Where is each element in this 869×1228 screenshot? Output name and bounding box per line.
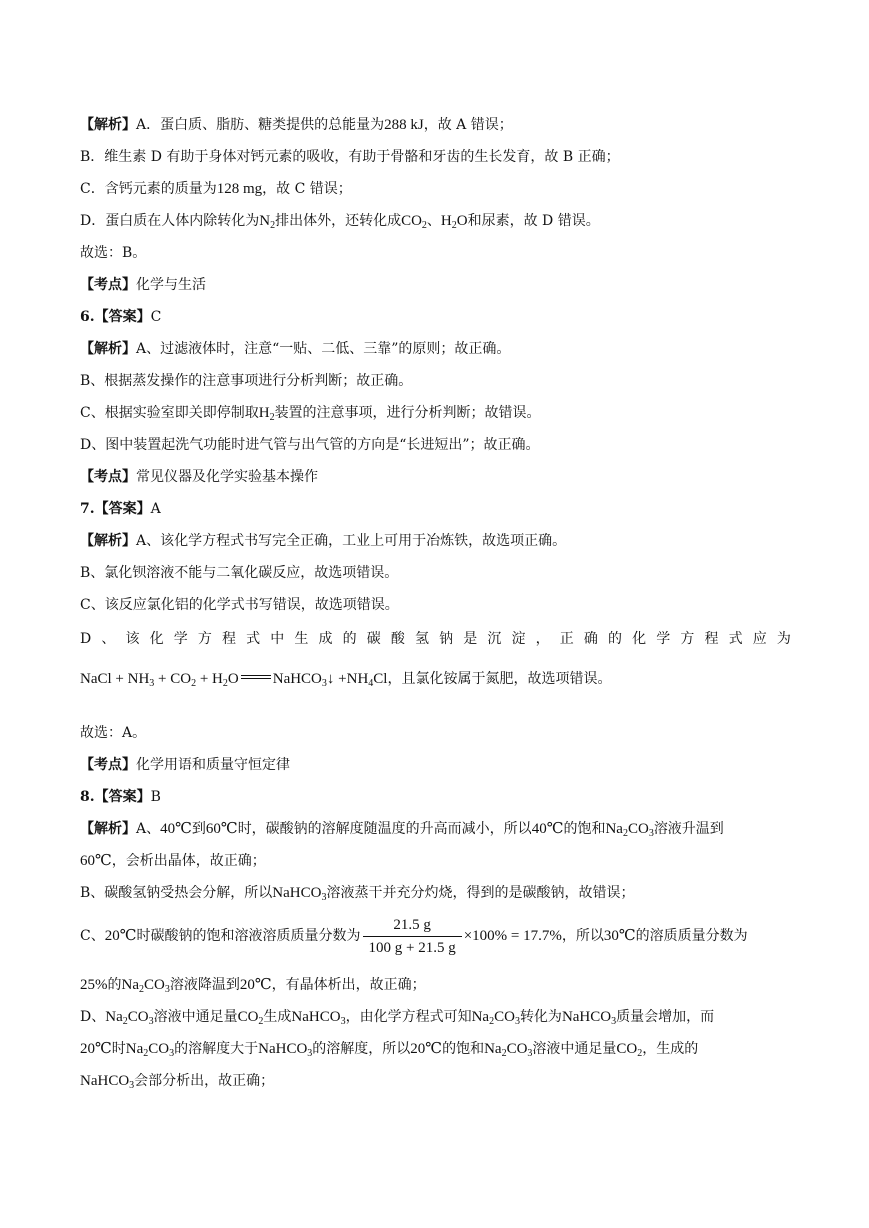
formula-part: H xyxy=(440,213,452,229)
analysis-label: 【解析】 xyxy=(80,341,136,357)
subscript: 2 xyxy=(143,1048,149,1059)
answer-line xyxy=(80,306,791,328)
subscript: 2 xyxy=(191,678,197,689)
text-line xyxy=(80,178,791,200)
formula xyxy=(616,1041,642,1057)
subscript: 3 xyxy=(340,1016,346,1027)
formula xyxy=(605,821,653,837)
text: 时 xyxy=(111,1041,126,1057)
formula xyxy=(272,885,326,901)
formula xyxy=(291,1009,345,1025)
formula: 288 kJ xyxy=(384,117,424,133)
char: 生 xyxy=(294,631,309,647)
char: 化 xyxy=(632,631,647,647)
formula xyxy=(259,213,275,229)
formula xyxy=(80,1073,134,1089)
text: ，故 C 错误； xyxy=(262,181,352,197)
formula-part: NaHCO xyxy=(80,1073,130,1089)
text: 生成 xyxy=(263,1009,292,1025)
analysis-line xyxy=(80,818,791,840)
formula-part: ↓ +NH xyxy=(326,671,369,687)
formula: 30℃ xyxy=(603,928,636,944)
formula: 40℃ xyxy=(160,821,192,837)
char: 学 xyxy=(656,631,671,647)
formula: 20℃ xyxy=(239,977,272,993)
char: 化 xyxy=(149,631,164,647)
text: 装置的注意事项，进行分析判断；故错误。 xyxy=(274,405,541,421)
topic-text: 化学与生活 xyxy=(136,277,206,293)
fraction-denominator: 100 g + 21.5 g xyxy=(368,939,456,956)
formula-part: O xyxy=(456,213,468,229)
answer-line xyxy=(80,786,791,808)
answer-label: 8.【答案】 xyxy=(80,789,151,805)
formula-part: NaHCO xyxy=(291,1009,341,1025)
char: 淀 xyxy=(511,631,526,647)
formula-part: Na xyxy=(471,1009,490,1025)
formula-part: NaHCO xyxy=(258,1041,308,1057)
text: 的饱和 xyxy=(442,1041,485,1057)
formula xyxy=(484,1041,532,1057)
answer-value: A xyxy=(150,501,161,517)
text: 溶液中通足量 xyxy=(153,1009,238,1025)
text: 溶液蒸干并充分灼烧，得到的是碳酸钠，故错误； xyxy=(326,885,635,901)
text: A、 xyxy=(136,821,161,837)
text-line xyxy=(80,1070,791,1092)
formula-part: N xyxy=(259,213,271,229)
formula xyxy=(258,1041,312,1057)
formula: 20℃ xyxy=(80,1041,112,1057)
answer-value: C xyxy=(150,309,162,325)
formula xyxy=(105,1009,153,1025)
text: ，故 A 错误； xyxy=(423,117,513,133)
subscript: 2 xyxy=(489,1016,495,1027)
formula: 25% xyxy=(80,977,108,993)
text: ，由化学方程式可知 xyxy=(345,1009,472,1025)
subscript: 2 xyxy=(139,984,144,995)
char: 式 xyxy=(728,631,743,647)
formula xyxy=(126,1041,174,1057)
text-line xyxy=(80,974,791,996)
text: D、 xyxy=(80,1009,106,1025)
formula-part: CO xyxy=(127,1009,149,1025)
formula-part: NaHCO xyxy=(561,1009,612,1025)
text: 溶液升温到 xyxy=(653,821,724,837)
subscript: 2 xyxy=(421,220,427,231)
analysis-line xyxy=(80,114,791,136)
topic-line xyxy=(80,466,791,488)
subscript: 2 xyxy=(451,220,457,231)
formula: ×100% = 17.7% xyxy=(463,928,562,944)
subscript: 3 xyxy=(164,984,170,995)
formula-part: CO xyxy=(148,1041,170,1057)
subscript: 3 xyxy=(148,1016,154,1027)
text-line: C、该反应氯化铝的化学式书写错误，故选项错误。 xyxy=(80,597,399,613)
answer-label: 6.【答案】 xyxy=(80,309,151,325)
char: 碳 xyxy=(366,631,381,647)
formula xyxy=(122,977,170,993)
char: 、 xyxy=(101,631,116,647)
subscript: 2 xyxy=(501,1048,507,1059)
justified-text-line xyxy=(80,628,791,650)
text-line xyxy=(80,1006,791,1028)
formula xyxy=(441,213,468,229)
analysis-label: 【解析】 xyxy=(80,821,136,837)
text: C、 xyxy=(80,928,105,944)
text: C、根据实验室即关即停制取 xyxy=(80,405,259,421)
char: 方 xyxy=(197,631,212,647)
text: A．蛋白质、脂肪、糖类提供的总能量为 xyxy=(136,117,385,133)
text: 会部分析出，故正确； xyxy=(134,1073,275,1089)
char: 程 xyxy=(221,631,236,647)
text-line: B、氯化钡溶液不能与二氧化碳反应，故选项错误。 xyxy=(80,565,399,581)
equals-sign xyxy=(241,675,271,679)
text: A、该化学方程式书写完全正确，工业上可用于冶炼铁，故选项正确。 xyxy=(136,533,567,549)
char: 该 xyxy=(125,631,140,647)
analysis-line xyxy=(80,338,791,360)
topic-label: 【考点】 xyxy=(80,469,136,485)
formula xyxy=(238,1009,264,1025)
char: 的 xyxy=(607,631,622,647)
formula: 60℃ xyxy=(205,821,238,837)
char: 的 xyxy=(342,631,357,647)
formula-part: NaCl + NH xyxy=(80,671,150,687)
char: 式 xyxy=(246,631,261,647)
char: ， xyxy=(535,631,550,647)
topic-text: 常见仪器及化学实验基本操作 xyxy=(136,469,318,485)
text: D．蛋白质在人体内除转化为 xyxy=(80,213,260,229)
formula-part: CO xyxy=(627,821,649,837)
text: 和尿素，故 D 错误。 xyxy=(467,213,600,229)
text: 、 xyxy=(426,213,441,229)
formula-part: CO xyxy=(144,977,165,993)
text-line: B．维生素 D 有助于身体对钙元素的吸收，有助于骨骼和牙齿的生长发育，故 B 正确； xyxy=(80,149,620,165)
char: 氢 xyxy=(414,631,429,647)
text: ，所以 xyxy=(561,928,604,944)
text: 排出体外，还转化成 xyxy=(275,213,402,229)
formula-part: Cl xyxy=(373,671,388,687)
text: 的饱和 xyxy=(563,821,606,837)
formula-part: O xyxy=(227,671,239,687)
formula: 20℃ xyxy=(410,1041,443,1057)
formula-part: CO xyxy=(401,213,422,229)
subscript: 3 xyxy=(169,1048,175,1059)
char: 应 xyxy=(752,631,767,647)
subscript: 2 xyxy=(258,1016,264,1027)
char: 正 xyxy=(559,631,574,647)
answer-line xyxy=(80,498,791,520)
formula xyxy=(259,405,275,421)
answer-label: 7.【答案】 xyxy=(80,501,151,517)
topic-line xyxy=(80,274,791,296)
char: D xyxy=(80,631,92,647)
subscript: 3 xyxy=(321,892,327,903)
char: 沉 xyxy=(487,631,502,647)
text: ，会析出晶体，故正确； xyxy=(111,853,266,869)
equation-line xyxy=(80,668,791,690)
subscript: 2 xyxy=(270,220,276,231)
char: 是 xyxy=(463,631,478,647)
text: 转化为 xyxy=(519,1009,562,1025)
subscript: 3 xyxy=(648,828,654,839)
text-line xyxy=(80,1038,791,1060)
text: ，生成的 xyxy=(642,1041,699,1057)
text: 质量会增加，而 xyxy=(616,1009,715,1025)
analysis-line xyxy=(80,530,791,552)
subscript: 3 xyxy=(307,1048,313,1059)
formula-part: CO xyxy=(506,1041,528,1057)
subscript: 2 xyxy=(222,678,228,689)
text: ，且氯化铵属于氮肥，故选项错误。 xyxy=(387,671,612,687)
text-line xyxy=(80,210,791,232)
formula-part: Na xyxy=(605,821,623,837)
chemical-equation xyxy=(80,671,387,687)
formula: 128 mg xyxy=(216,181,263,197)
char: 成 xyxy=(318,631,333,647)
topic-text: 化学用语和质量守恒定律 xyxy=(136,757,290,773)
char: 钠 xyxy=(439,631,454,647)
text-line xyxy=(80,402,791,424)
char: 酸 xyxy=(390,631,405,647)
text: 时碳酸钠的饱和溶液溶质质量分数为 xyxy=(136,928,361,944)
text: 溶液降温到 xyxy=(169,977,240,993)
topic-label: 【考点】 xyxy=(80,277,136,293)
formula-part: H xyxy=(258,405,270,421)
analysis-label: 【解析】 xyxy=(80,117,136,133)
formula-part: CO xyxy=(616,1041,638,1057)
formula xyxy=(472,1009,520,1025)
char: 确 xyxy=(583,631,598,647)
formula-part: CO xyxy=(237,1009,259,1025)
topic-line xyxy=(80,754,791,776)
char: 程 xyxy=(704,631,719,647)
subscript: 2 xyxy=(269,412,275,423)
subscript: 2 xyxy=(637,1048,643,1059)
text-line xyxy=(80,850,791,872)
answer-choice-line: 故选：B。 xyxy=(80,245,147,261)
formula-part: + H xyxy=(196,671,223,687)
formula-part: Na xyxy=(484,1041,502,1057)
answer-choice-line: 故选：A。 xyxy=(80,725,147,741)
formula-part: Na xyxy=(125,1041,144,1057)
fraction xyxy=(363,916,462,957)
text: 时，碳酸钠的溶解度随温度的升高而减小，所以 xyxy=(237,821,532,837)
subscript: 3 xyxy=(514,1016,520,1027)
text: 的溶解度，所以 xyxy=(312,1041,411,1057)
formula xyxy=(562,1009,616,1025)
fraction-numerator: 21.5 g xyxy=(363,916,462,937)
subscript: 3 xyxy=(527,1048,533,1059)
subscript: 3 xyxy=(321,678,327,689)
subscript: 3 xyxy=(611,1016,617,1027)
topic-label: 【考点】 xyxy=(80,757,136,773)
formula-part: NaHCO xyxy=(272,671,322,687)
answer-value: B xyxy=(150,789,161,805)
char: 中 xyxy=(270,631,285,647)
analysis-label: 【解析】 xyxy=(80,533,136,549)
text: C．含钙元素的质量为 xyxy=(80,181,217,197)
text: B、碳酸氢钠受热会分解，所以 xyxy=(80,885,273,901)
fraction-line xyxy=(80,914,791,958)
text-line: B、根据蒸发操作的注意事项进行分析判断；故正确。 xyxy=(80,373,413,389)
text: A、过滤液体时，注意“一贴、二低、三靠”的原则；故正确。 xyxy=(136,341,511,357)
subscript: 2 xyxy=(122,1016,128,1027)
formula: 60℃ xyxy=(80,853,112,869)
char: 方 xyxy=(680,631,695,647)
formula-part: Na xyxy=(121,977,139,993)
formula xyxy=(401,213,427,229)
formula-part: NaHCO xyxy=(272,885,322,901)
char: 为 xyxy=(776,631,791,647)
text: 的溶质质量分数为 xyxy=(635,928,748,944)
formula-part: Na xyxy=(105,1009,123,1025)
formula-part: CO xyxy=(494,1009,515,1025)
text: 的溶解度大于 xyxy=(174,1041,259,1057)
text: 到 xyxy=(191,821,206,837)
text-line xyxy=(80,882,791,904)
subscript: 3 xyxy=(149,678,155,689)
formula: 20℃ xyxy=(104,928,137,944)
text: 溶液中通足量 xyxy=(532,1041,617,1057)
subscript: 3 xyxy=(129,1080,135,1091)
subscript: 4 xyxy=(368,678,374,689)
formula: 40℃ xyxy=(531,821,564,837)
subscript: 2 xyxy=(622,828,628,839)
text-line: D、图中装置起洗气功能时进气管与出气管的方向是“长进短出”；故正确。 xyxy=(80,437,540,453)
formula-part: + CO xyxy=(154,671,192,687)
char: 学 xyxy=(173,631,188,647)
text: 的 xyxy=(107,977,122,993)
text: ，有晶体析出，故正确； xyxy=(271,977,426,993)
